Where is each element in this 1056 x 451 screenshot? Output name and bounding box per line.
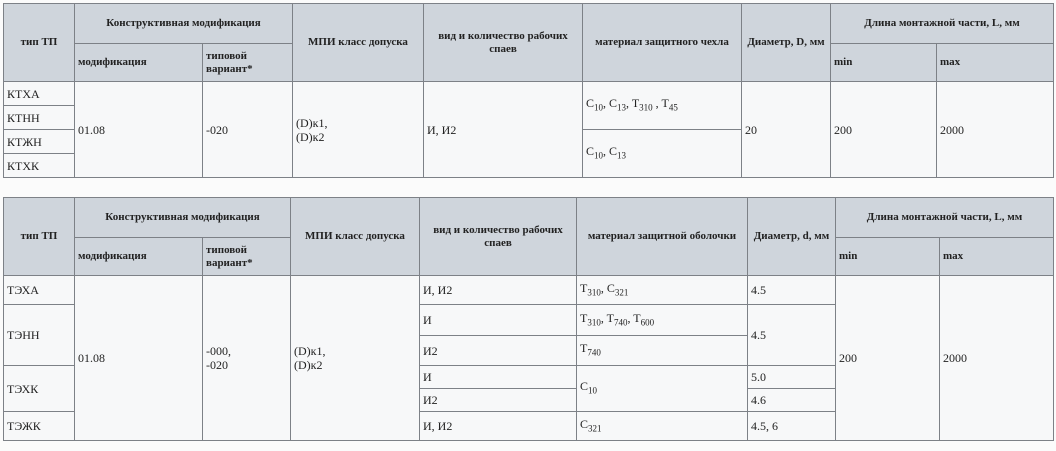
- modification-cell: 01.08: [75, 82, 203, 178]
- junction-cell: И, И2: [420, 276, 577, 305]
- junction-cell: И, И2: [420, 412, 577, 441]
- min-cell: 200: [831, 82, 937, 178]
- type-cell: ТЭЖК: [4, 412, 75, 441]
- mpi-line: (D)к2: [296, 129, 325, 144]
- diameter-cell: 20: [742, 82, 831, 178]
- header-junctions: вид и количество рабочих спаев: [424, 4, 583, 82]
- variant-line: -020: [206, 358, 228, 372]
- header-type: тип ТП: [4, 4, 75, 82]
- header-mpi: МПИ класс допуска: [291, 198, 420, 276]
- diameter-cell: 4.5: [748, 276, 836, 305]
- material-cell: $C_{10}$: [577, 366, 748, 412]
- modification-cell: 01.08: [75, 276, 203, 441]
- junction-cell: И: [420, 305, 577, 336]
- header-junctions: вид и количество рабочих спаев: [420, 198, 577, 276]
- variant-line: -000,: [206, 344, 231, 358]
- material-cell: $T_{310}$, $T_{740}$, $T_{600}$: [577, 305, 748, 336]
- header-construct: Конструктивная модификация: [75, 198, 291, 238]
- max-cell: 2000: [937, 82, 1054, 178]
- header-mpi: МПИ класс допуска: [293, 4, 424, 82]
- mpi-cell: [291, 276, 420, 441]
- type-cell: КТХА: [4, 82, 75, 106]
- header-max: max: [940, 238, 1054, 276]
- diameter-cell: 4.5: [748, 305, 836, 366]
- header-diameter: Диаметр, d, мм: [748, 198, 836, 276]
- thermocouple-table-1: [3, 3, 1054, 178]
- diameter-cell: 4.5, 6: [748, 412, 836, 441]
- header-diameter: Диаметр, D, мм: [742, 4, 831, 82]
- header-length: Длина монтажной части, L, мм: [836, 198, 1054, 238]
- diameter-cell: 5.0: [748, 366, 836, 389]
- header-max: max: [937, 44, 1054, 82]
- thermocouple-table-2: [3, 197, 1054, 441]
- material-cell: $C_{321}$: [577, 412, 748, 441]
- min-cell: 200: [836, 276, 940, 441]
- diameter-cell: 4.6: [748, 389, 836, 412]
- variant-cell: [203, 276, 291, 441]
- header-variant: типовой вариант*: [203, 44, 293, 82]
- mpi-line: (D)к1,: [294, 344, 326, 358]
- type-cell: ТЭХА: [4, 276, 75, 305]
- header-variant: типовой вариант*: [203, 238, 291, 276]
- mpi-cell: [293, 82, 424, 178]
- max-cell: 2000: [940, 276, 1054, 441]
- header-min: min: [836, 238, 940, 276]
- junction-cell: И2: [420, 389, 577, 412]
- type-cell: КТХК: [4, 154, 75, 178]
- material-cell: $C_{10}$, $C_{13}$, $T_{310}$ , $T_{45}$: [583, 82, 742, 130]
- header-modification: модификация: [75, 44, 203, 82]
- header-material: материал защитной оболочки: [577, 198, 748, 276]
- mpi-line: (D)к1,: [296, 115, 328, 130]
- header-type: тип ТП: [4, 198, 75, 276]
- type-cell: КТНН: [4, 106, 75, 130]
- header-material: материал защитного чехла: [583, 4, 742, 82]
- type-cell: ТЭНН: [4, 305, 75, 366]
- header-modification: модификация: [75, 238, 203, 276]
- header-length: Длина монтажной части, L, мм: [831, 4, 1054, 44]
- material-cell: $C_{10}$, $C_{13}$: [583, 130, 742, 178]
- junction-cell: И2: [420, 336, 577, 366]
- header-construct: Конструктивная модификация: [75, 4, 293, 44]
- type-cell: КТЖН: [4, 130, 75, 154]
- material-cell: $T_{740}$: [577, 336, 748, 366]
- variant-cell: -020: [203, 82, 293, 178]
- junction-cell: И: [420, 366, 577, 389]
- header-min: min: [831, 44, 937, 82]
- material-cell: $T_{310}$, $C_{321}$: [577, 276, 748, 305]
- mpi-line: (D)к2: [294, 358, 323, 372]
- type-cell: ТЭХК: [4, 366, 75, 412]
- junctions-cell: И, И2: [424, 82, 583, 178]
